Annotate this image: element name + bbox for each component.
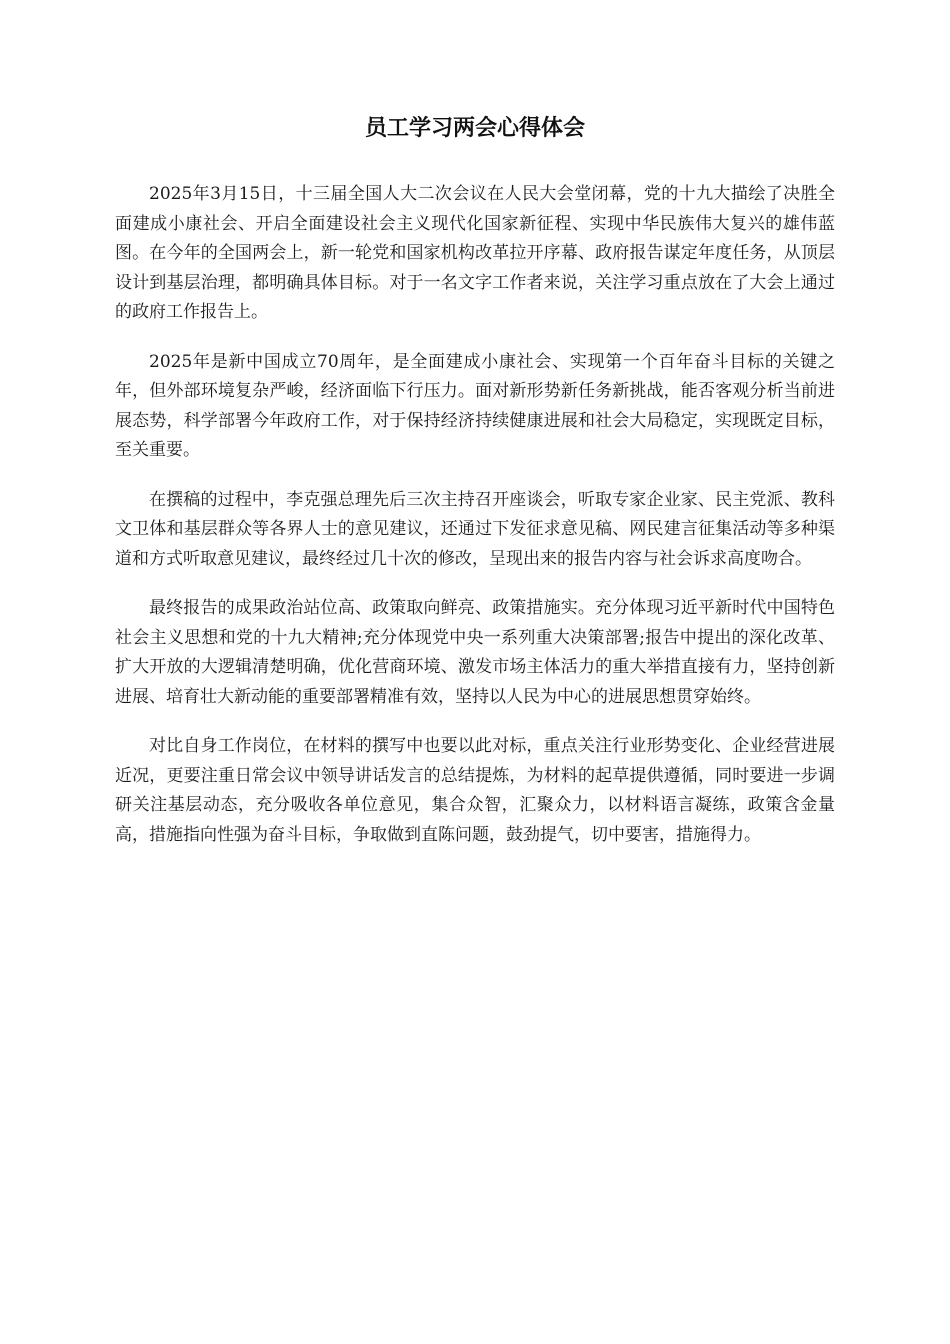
paragraph-3: 在撰稿的过程中，李克强总理先后三次主持召开座谈会，听取专家企业家、民主党派、教科文卫体和基层群众等各界人士的意见建议，还通过下发征求意见稿、网民建言征集活动等多种渠道和方式听取意见建议，最终经过几十次的修改，呈现出来的报告内容与社会诉求高度吻合。 xyxy=(115,489,835,569)
paragraph-1: 2025年3月15日，十三届全国人大二次会议在人民大会堂闭幕，党的十九大描绘了决胜全面建成小康社会、开启全面建设社会主义现代化国家新征程、实现中华民族伟大复兴的雄伟蓝图。在今年的全国两会上，新一轮党和国家机构改革拉开序幕、政府报告谋定年度任务，从顶层设计到基层治理，都明确具体目标。对于一名文字工作者来说，关注学习重点放在了大会上通过的政府工作报告上。 xyxy=(115,184,835,322)
paragraph-5: 对比自身工作岗位，在材料的撰写中也要以此对标，重点关注行业形势变化、企业经营进展近况，更要注重日常会议中领导讲话发言的总结提炼，为材料的起草提供遵循，同时要进一步调研关注基层动态，充分吸收各单位意见，集合众智，汇聚众力，以材料语言凝练，政策含金量高，措施指向性强为奋斗目标，争取做到直陈问题，鼓劲提气，切中要害，措施得力。 xyxy=(115,736,835,845)
document-body xyxy=(115,180,835,870)
document-title: 员工学习两会心得体会 xyxy=(364,116,585,141)
paragraph-4: 最终报告的成果政治站位高、政策取向鲜亮、政策措施实。充分体现习近平新时代中国特色社会主义思想和党的十九大精神;充分体现党中央一系列重大决策部署;报告中提出的深化改革、扩大开放的大逻辑清楚明确，优化营商环境、激发市场主体活力的重大举措直接有力，坚持创新进展、培育壮大新动能的重要部署精准有效，坚持以人民为中心的进展思想贯穿始终。 xyxy=(115,598,835,707)
paragraph-2: 2025年是新中国成立70周年，是全面建成小康社会、实现第一个百年奋斗目标的关键之年，但外部环境复杂严峻，经济面临下行压力。面对新形势新任务新挑战，能否客观分析当前进展态势，科学部署今年政府工作，对于保持经济持续健康进展和社会大局稳定，实现既定目标，至关重要。 xyxy=(115,351,835,460)
